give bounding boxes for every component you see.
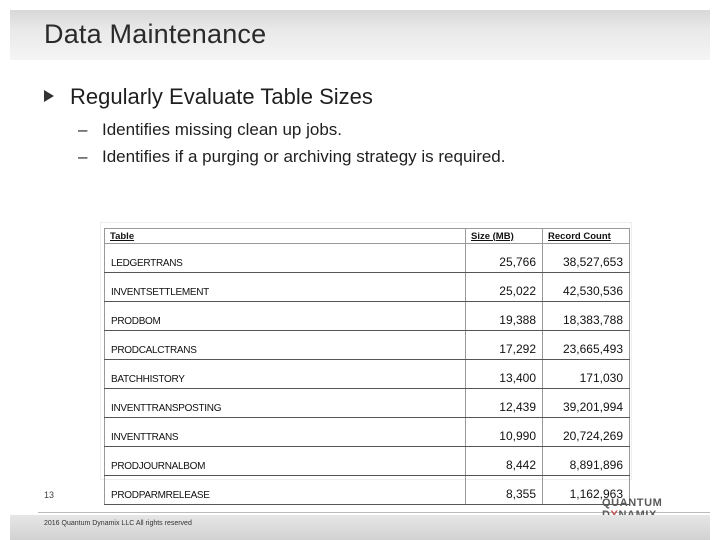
table-row <box>105 244 630 273</box>
table-name-cell: INVENTTRANSPOSTING <box>105 389 466 418</box>
table-name-cell: PRODPARMRELEASE <box>105 476 466 505</box>
record-count-cell: 20,724,269 <box>543 418 630 447</box>
table-row <box>105 389 630 418</box>
triangle-bullet-icon <box>44 90 54 102</box>
footer-band <box>10 515 710 540</box>
size-cell: 8,355 <box>466 476 543 505</box>
subpoint <box>78 147 505 167</box>
size-cell: 12,439 <box>466 389 543 418</box>
table-name-cell: PRODBOM <box>105 302 466 331</box>
logo-text-part1: QUANTUM <box>602 497 663 509</box>
main-bullet-text: Regularly Evaluate Table Sizes <box>70 84 373 109</box>
main-bullet <box>44 84 373 110</box>
record-count-cell: 1,162,963 <box>543 476 630 505</box>
size-cell: 10,990 <box>466 418 543 447</box>
table-name-cell: PRODCALCTRANS <box>105 331 466 360</box>
copyright-text: 2016 Quantum Dynamix LLC All rights reserved <box>44 520 192 527</box>
column-header-record-count: Record Count <box>543 229 630 244</box>
table-row <box>105 418 630 447</box>
table-header-row <box>105 229 630 244</box>
table-row <box>105 331 630 360</box>
dash-bullet: – <box>78 120 88 139</box>
table-row <box>105 273 630 302</box>
table-sizes-table <box>104 228 630 505</box>
record-count-cell: 8,891,896 <box>543 447 630 476</box>
page-number: 13 <box>44 490 55 500</box>
column-header-table: Table <box>105 229 466 244</box>
table-name-cell: LEDGERTRANS <box>105 244 466 273</box>
table-name-cell: PRODJOURNALBOM <box>105 447 466 476</box>
table-row <box>105 447 630 476</box>
record-count-cell: 171,030 <box>543 360 630 389</box>
table-name-cell: INVENTSETTLEMENT <box>105 273 466 302</box>
record-count-cell: 23,665,493 <box>543 331 630 360</box>
record-count-cell: 38,527,653 <box>543 244 630 273</box>
table-row <box>105 360 630 389</box>
size-cell: 19,388 <box>466 302 543 331</box>
record-count-cell: 42,530,536 <box>543 273 630 302</box>
table-row <box>105 476 630 505</box>
size-cell: 8,442 <box>466 447 543 476</box>
slide-title: Data Maintenance <box>44 19 267 49</box>
subpoint-text: Identifies missing clean up jobs. <box>102 120 343 139</box>
dash-bullet: – <box>78 147 88 166</box>
table-name-cell: BATCHHISTORY <box>105 360 466 389</box>
record-count-cell: 39,201,994 <box>543 389 630 418</box>
subpoint-text: Identifies if a purging or archiving strategy is required. <box>102 147 506 166</box>
column-header-size: Size (MB) <box>466 229 543 244</box>
size-cell: 25,022 <box>466 273 543 302</box>
size-cell: 25,766 <box>466 244 543 273</box>
table-name-cell: INVENTTRANS <box>105 418 466 447</box>
record-count-cell: 18,383,788 <box>543 302 630 331</box>
table-row <box>105 302 630 331</box>
size-cell: 13,400 <box>466 360 543 389</box>
subpoint <box>78 120 342 140</box>
size-cell: 17,292 <box>466 331 543 360</box>
